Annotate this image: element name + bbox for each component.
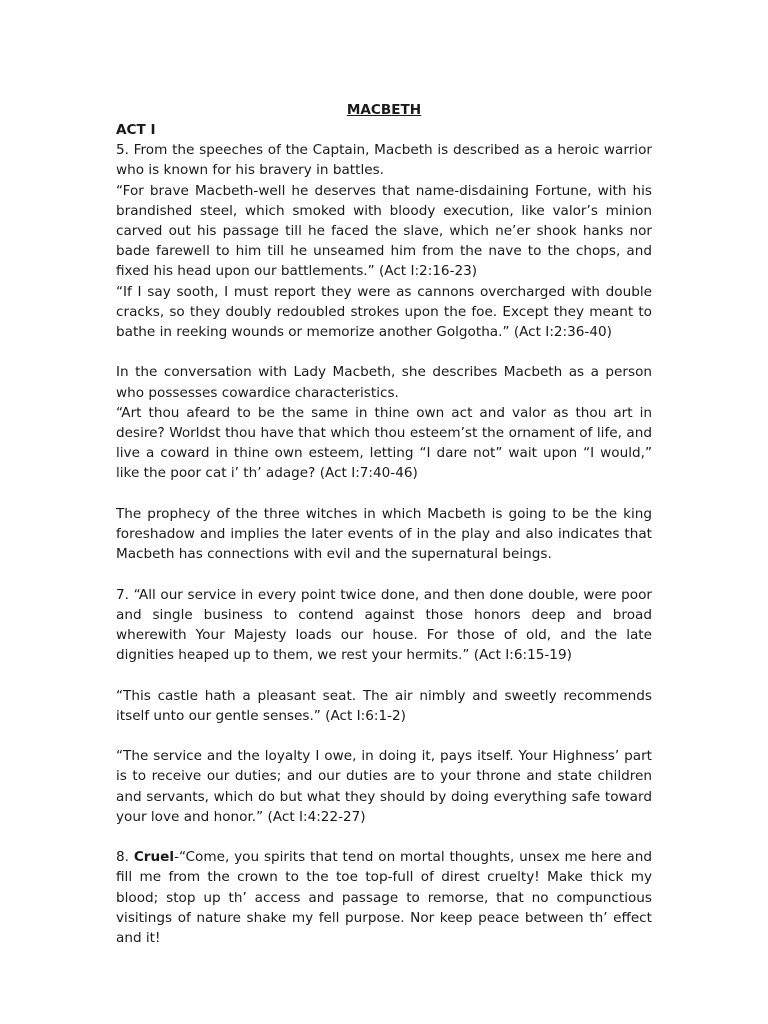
item-8-number: 8.	[116, 849, 134, 866]
quote-all-our-service: 7. “All our service in every point twice done, and then done double, were poor and single business to contend against those honors deep and broad wherewith Your Majesty loads our house. For those of old, and the late dignities heaped up to them, we rest your hermits.” (Act I:6:15-19)	[116, 586, 652, 664]
paragraph-gap	[116, 342, 652, 362]
quote-brave-macbeth: “For brave Macbeth-well he deserves that name-disdaining Fortune, with his brandished steel, which smoked with bloody execution, like valor’s minion carved out his passage till he faced the slave, which ne’er shook hanks nor bade farewell to him till he unseamed him from the nave to the chops, and fixed his head upon our battlements.” (Act I:2:16-23)	[116, 182, 652, 280]
quote-art-thou-afeard: “Art thou afeard to be the same in thine own act and valor as thou art in desire? Worldst thou have that which thou esteem’st the ornament of life, and live a coward in thine own esteem, letting “I dare not” wait upon “I would,” like the poor cat i’ th’ adage? (Act I:7:40-46)	[116, 404, 652, 482]
quote-this-castle: “This castle hath a pleasant seat. The air nimbly and sweetly recommends itself unto our gentle senses.” (Act I:6:1-2)	[116, 687, 652, 724]
paragraph-gap	[116, 827, 652, 847]
paragraph-prophecy: The prophecy of the three witches in which Macbeth is going to be the king foreshadow and implies the later events of in the play and also indicates that Macbeth has connections with evil and the supernatural beings.	[116, 505, 652, 563]
paragraph-gap	[116, 484, 652, 504]
paragraph-gap	[116, 726, 652, 746]
document-title: MACBETH	[346, 102, 422, 118]
paragraph-captain-intro: 5. From the speeches of the Captain, Macbeth is described as a heroic warrior who is known for his bravery in battles.	[116, 142, 652, 179]
act-heading: ACT I	[116, 122, 156, 138]
quote-if-i-say-sooth: “If I say sooth, I must report they were as cannons overcharged with double cracks, so they doubly redoubled strokes upon the foe. Except they meant to bathe in reeking wounds or memorize another Golgotha.” (Act I:2:36-40)	[116, 283, 652, 341]
item-8-text: -“Come, you spirits that tend on mortal thoughts, unsex me here and fill me from the crown to the toe top-full of direst cruelty! Make thick my blood; stop up th’ access and passage to remorse, that no compunctious visitings of nature shake my fell purpose. Nor keep peace between th’ effect and it!	[116, 849, 653, 947]
paragraph-lady-macbeth: In the conversation with Lady Macbeth, she describes Macbeth as a person who possesses cowardice characteristics.	[116, 364, 652, 401]
item-8-label: Cruel	[133, 849, 175, 866]
paragraph-item-8	[116, 847, 652, 948]
paragraph-gap	[116, 564, 652, 584]
paragraph-gap	[116, 665, 652, 685]
quote-the-service-and-loyalty: “The service and the loyalty I owe, in doing it, pays itself. Your Highness’ part is to receive our duties; and our duties are to your throne and state children and servants, which do but what they should by doing everything safe toward your love and honor.” (Act I:4:22-27)	[116, 748, 652, 825]
document-page	[116, 100, 652, 948]
